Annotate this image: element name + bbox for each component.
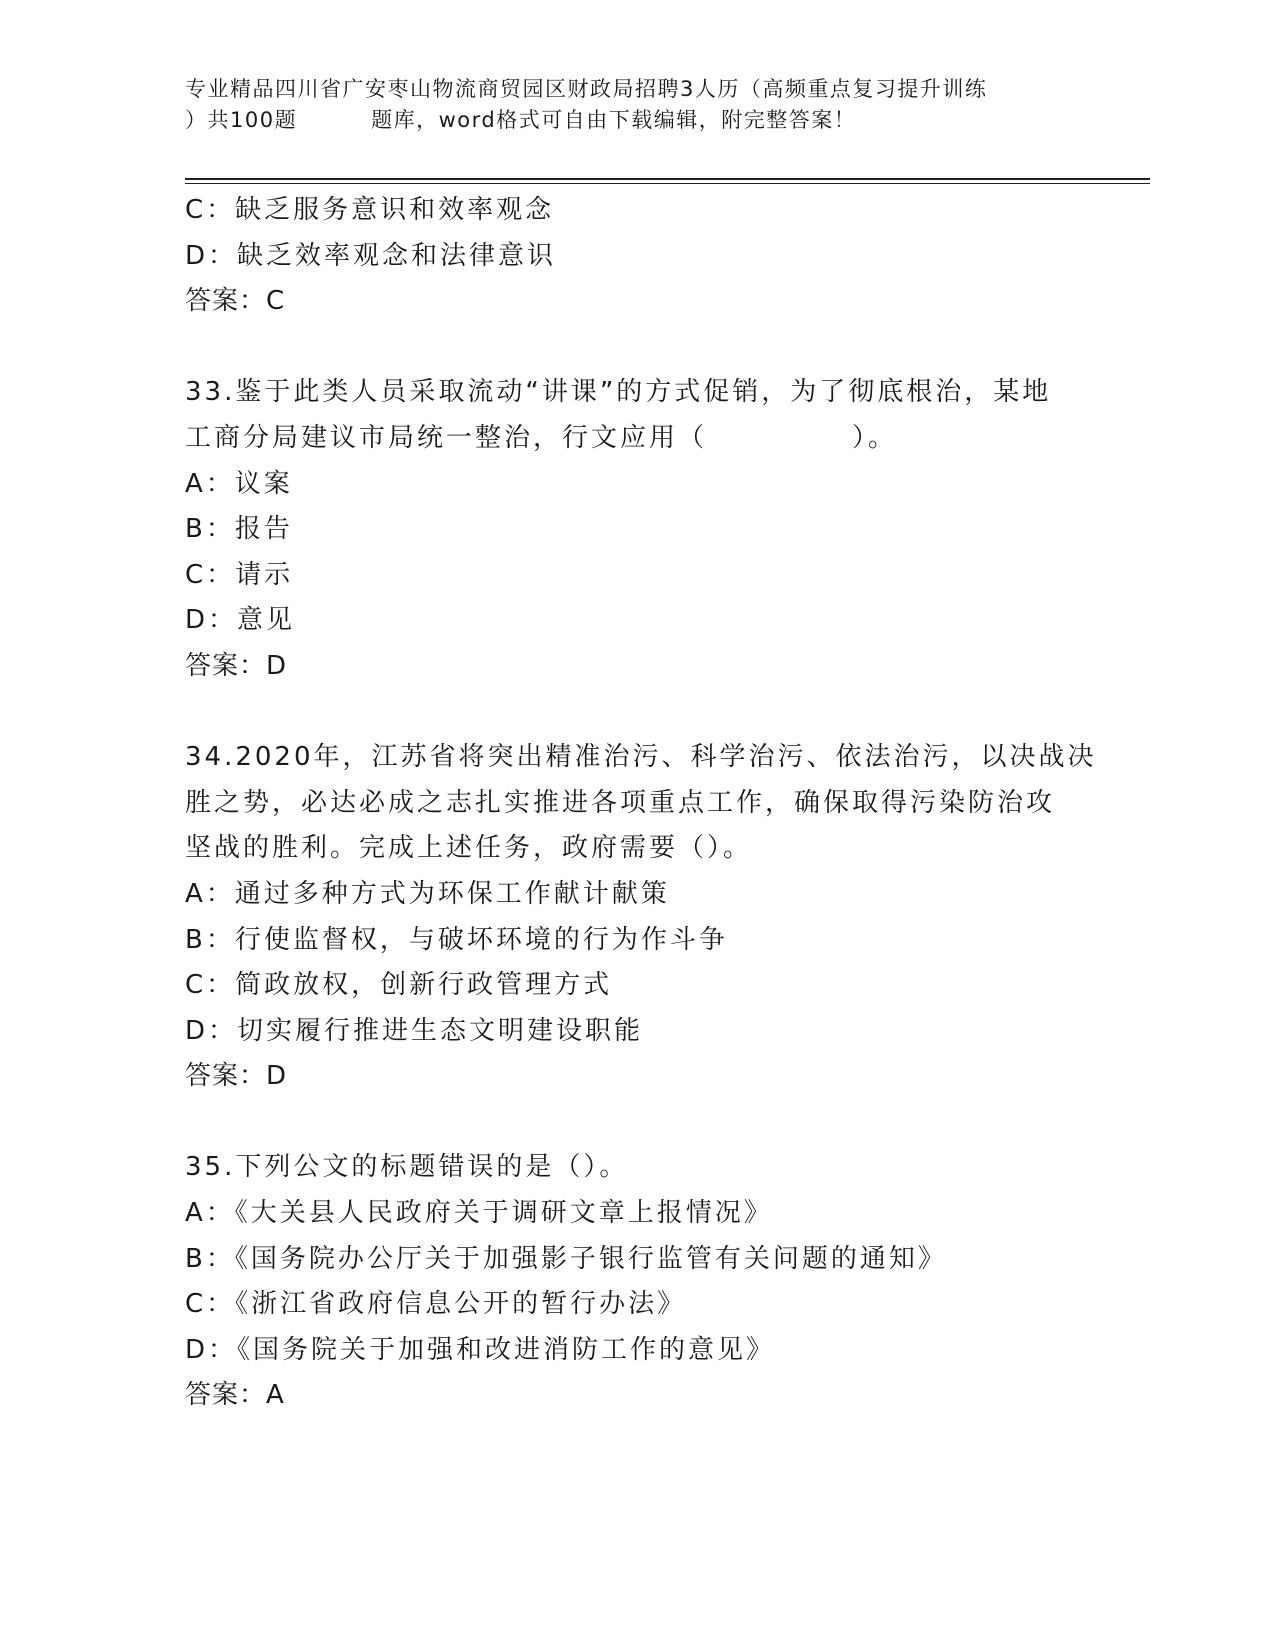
answer-label: 答案：D bbox=[185, 650, 288, 681]
document-header bbox=[185, 74, 1085, 136]
header-line-2-start: ）共100题 bbox=[185, 108, 298, 132]
header-rule-thin bbox=[185, 183, 1150, 184]
header-rule bbox=[185, 178, 1150, 180]
option-c: C：请示 bbox=[185, 559, 294, 590]
question-stem-line: 35.下列公文的标题错误的是（）。 bbox=[185, 1152, 629, 1183]
option-b: B：行使监督权，与破坏环境的行为作斗争 bbox=[185, 924, 728, 955]
answer-label: 答案：D bbox=[185, 1061, 288, 1092]
option-a: A：通过多种方式为环保工作献计献策 bbox=[185, 878, 670, 909]
question-block-32 bbox=[185, 188, 1085, 325]
question-stem-line: 34.2020年，江苏省将突出精准治污、科学治污、依法治污，以决战决 bbox=[185, 742, 1097, 773]
option-d: D：《国务院关于加强和改进消防工作的意见》 bbox=[185, 1334, 776, 1365]
option-a: A：议案 bbox=[185, 468, 293, 499]
option-d: D：意见 bbox=[185, 605, 296, 636]
answer-label: 答案：A bbox=[185, 1380, 285, 1411]
option-b: B：报告 bbox=[185, 514, 293, 545]
option-d: D：切实履行推进生态文明建设职能 bbox=[185, 1015, 644, 1046]
option-b: B：《国务院办公厅关于加强影子银行监管有关问题的通知》 bbox=[185, 1243, 947, 1274]
question-block-33 bbox=[185, 370, 1085, 689]
header-line-1: 专业精品四川省广安枣山物流商贸园区财政局招聘3人历（高频重点复习提升训练 bbox=[185, 77, 988, 101]
question-block-34 bbox=[185, 735, 1097, 1100]
option-c: C：缺乏服务意识和效率观念 bbox=[185, 195, 555, 225]
question-stem-line: 33.鉴于此类人员采取流动“讲课”的方式促销，为了彻底根治，某地 bbox=[185, 377, 1052, 408]
header-line-2 bbox=[185, 105, 1085, 136]
question-block-35 bbox=[185, 1145, 1085, 1419]
question-stem-line: 工商分局建议市局统一整治，行文应用（ ）。 bbox=[185, 422, 898, 453]
option-a: A：《大关县人民政府关于调研文章上报情况》 bbox=[185, 1198, 773, 1229]
question-stem-line: 坚战的胜利。完成上述任务，政府需要（）。 bbox=[185, 833, 753, 864]
answer-label: 答案：C bbox=[185, 286, 286, 317]
option-c: C：简政放权，创新行政管理方式 bbox=[185, 970, 613, 1001]
option-c: C：《浙江省政府信息公开的暂行办法》 bbox=[185, 1289, 687, 1320]
question-stem-line: 胜之势，必达必成之志扎实推进各项重点工作，确保取得污染防治攻 bbox=[185, 787, 1056, 818]
option-d: D：缺乏效率观念和法律意识 bbox=[185, 240, 557, 271]
document-body bbox=[185, 188, 1097, 1419]
header-line-2-end: 题库，word格式可自由下载编辑，附完整答案！ bbox=[371, 108, 857, 132]
